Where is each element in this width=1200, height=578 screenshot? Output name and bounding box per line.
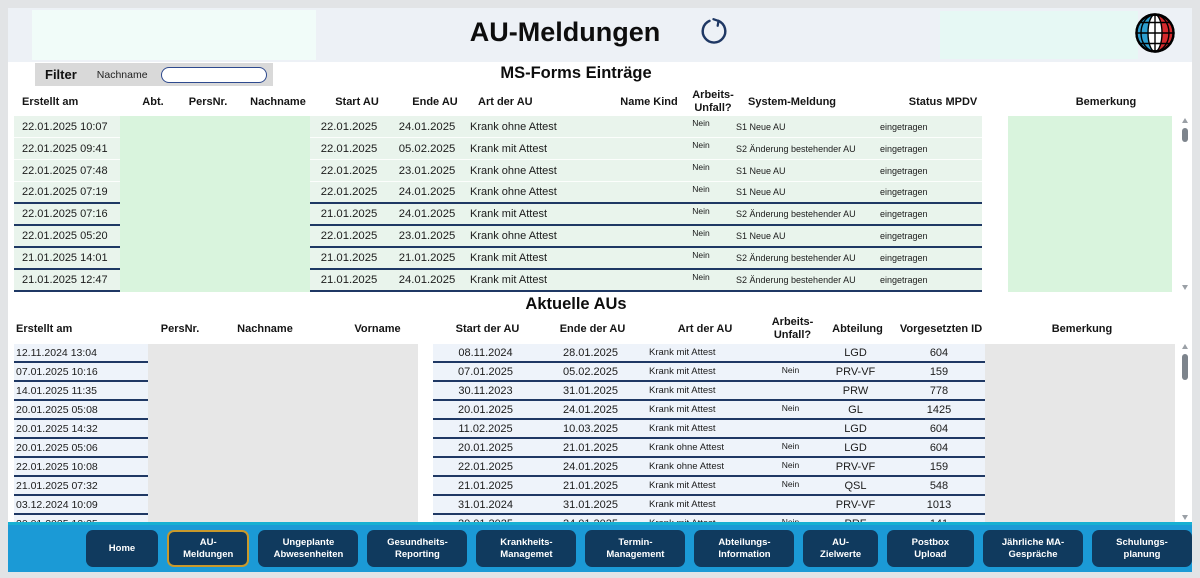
column-header: Bemerkung — [1051, 322, 1113, 335]
empty-cell — [418, 382, 433, 401]
redacted-cell — [985, 382, 1175, 401]
redacted-cell — [148, 344, 418, 363]
redacted-cell — [985, 496, 1175, 515]
cell-meldung: S2 Änderung bestehender AU — [732, 270, 872, 292]
globe-icon[interactable] — [1133, 11, 1177, 60]
cell-ende: 28.01.2025 — [538, 344, 643, 363]
cell-start: 31.01.2024 — [433, 496, 538, 515]
cell-abteilung: LGD — [818, 439, 893, 458]
redacted-cell — [148, 439, 418, 458]
cell-ende: 31.01.2025 — [538, 496, 643, 515]
cell-ende: 05.02.2025 — [538, 363, 643, 382]
cell-start: 11.02.2025 — [433, 420, 538, 439]
cell-erstellt: 20.01.2025 14:32 — [14, 420, 148, 439]
cell-start: 30.11.2023 — [433, 382, 538, 401]
empty-cell — [418, 363, 433, 382]
empty-cell — [604, 226, 670, 248]
cell-vorgesetzten_id: 604 — [893, 344, 985, 363]
cell-ende: 21.01.2025 — [538, 439, 643, 458]
cell-erstellt: 03.12.2024 10:09 — [14, 496, 148, 515]
header-title-row — [0, 16, 1200, 48]
cell-ende: 24.01.2025 — [388, 270, 466, 292]
nav-button-krankheits-managemet[interactable]: Krankheits-Managemet — [476, 530, 576, 567]
cell-ende: 05.02.2025 — [388, 138, 466, 160]
column-header: Start der AU — [455, 322, 520, 335]
redacted-cell — [985, 458, 1175, 477]
cell-start: 21.01.2025 — [433, 477, 538, 496]
cell-status: eingetragen — [872, 116, 982, 138]
cell-status: eingetragen — [872, 270, 982, 292]
cell-ende: 24.01.2025 — [388, 182, 466, 204]
cell-meldung: S1 Neue AU — [732, 116, 872, 138]
cell-art: Krank ohne Attest — [466, 182, 604, 204]
nav-button-abteilungs-information[interactable]: Abteilungs-Information — [694, 530, 794, 567]
forms-table-title: MS-Forms Einträge — [500, 64, 652, 82]
empty-cell — [982, 182, 1008, 204]
redacted-cell — [985, 420, 1175, 439]
forms-table-row — [14, 226, 1172, 248]
cell-unfall: Nein — [670, 270, 732, 292]
cell-art: Krank ohne Attest — [466, 160, 604, 182]
empty-cell — [982, 138, 1008, 160]
empty-cell — [982, 270, 1008, 292]
cell-art: Krank mit Attest — [643, 344, 763, 363]
scroll-down-icon[interactable] — [1182, 285, 1188, 290]
cell-art: Krank mit Attest — [643, 382, 763, 401]
empty-cell — [604, 160, 670, 182]
cell-meldung: S1 Neue AU — [732, 226, 872, 248]
forms-table-row — [14, 270, 1172, 292]
page-title: AU-Meldungen — [469, 16, 661, 47]
aktuelle-table-row — [14, 344, 1175, 363]
cell-meldung: S2 Änderung bestehender AU — [732, 204, 872, 226]
forms-table-row — [14, 248, 1172, 270]
column-header: PersNr. — [160, 322, 200, 335]
empty-cell — [604, 248, 670, 270]
cell-meldung: S1 Neue AU — [732, 160, 872, 182]
column-header: Erstellt am — [16, 322, 73, 335]
cell-start: 22.01.2025 — [310, 116, 388, 138]
cell-vorgesetzten_id: 1013 — [893, 496, 985, 515]
column-header: Art der AU — [478, 95, 533, 108]
cell-start: 22.01.2025 — [310, 138, 388, 160]
cell-erstellt: 20.01.2025 05:08 — [14, 401, 148, 420]
redacted-cell — [120, 204, 310, 226]
redacted-cell — [1008, 116, 1172, 138]
column-header: Vorname — [354, 322, 401, 335]
nav-button-home[interactable]: Home — [86, 530, 158, 567]
cell-abteilung: PRV-VF — [818, 363, 893, 382]
column-header: Erstellt am — [22, 95, 79, 108]
nav-button-schulungs-planung[interactable]: Schulungs-planung — [1092, 530, 1192, 567]
filter-field-label: Nachname — [96, 68, 148, 81]
cell-erstellt: 22.01.2025 09:41 — [14, 138, 120, 160]
cell-start: 22.01.2025 — [310, 160, 388, 182]
cell-vorgesetzten_id: 604 — [893, 439, 985, 458]
navbar — [8, 525, 1192, 572]
cell-erstellt: 22.01.2025 07:19 — [14, 182, 120, 204]
nav-button-termin-management[interactable]: Termin-Management — [585, 530, 685, 567]
cell-erstellt: 21.01.2025 12:47 — [14, 270, 120, 292]
empty-cell — [604, 138, 670, 160]
nav-button-ungeplante-abwesenheiten[interactable]: Ungeplante Abwesenheiten — [258, 530, 358, 567]
cell-ende: 24.01.2025 — [538, 401, 643, 420]
empty-cell — [982, 204, 1008, 226]
scrollbar-thumb[interactable] — [1182, 128, 1188, 142]
column-header: Nachname — [250, 95, 306, 108]
column-header: Vorgesetzten ID — [899, 322, 983, 335]
redacted-cell — [1008, 204, 1172, 226]
redacted-cell — [1008, 270, 1172, 292]
column-header: PersNr. — [188, 95, 228, 108]
redacted-cell — [1008, 160, 1172, 182]
cell-unfall: Nein — [763, 363, 818, 382]
nav-button-gesundheits-reporting[interactable]: Gesundheits-Reporting — [367, 530, 467, 567]
forms-table-row — [14, 138, 1172, 160]
filter-label: Filter — [45, 67, 77, 82]
cell-erstellt: 07.01.2025 10:16 — [14, 363, 148, 382]
cell-start: 21.01.2025 — [310, 270, 388, 292]
cell-meldung: S1 Neue AU — [732, 182, 872, 204]
redacted-cell — [148, 477, 418, 496]
redacted-cell — [148, 363, 418, 382]
aktuelle-table-row — [14, 420, 1175, 439]
empty-cell — [418, 496, 433, 515]
cell-erstellt: 22.01.2025 10:08 — [14, 458, 148, 477]
cell-unfall — [763, 420, 818, 439]
cell-abteilung: QSL — [818, 477, 893, 496]
cell-status: eingetragen — [872, 248, 982, 270]
cell-art: Krank ohne Attest — [466, 116, 604, 138]
cell-erstellt: 22.01.2025 07:16 — [14, 204, 120, 226]
aktuelle-table-row — [14, 496, 1175, 515]
cell-erstellt: 14.01.2025 11:35 — [14, 382, 148, 401]
cell-ende: 10.03.2025 — [538, 420, 643, 439]
column-header: Bemerkung — [1075, 95, 1137, 108]
cell-unfall: Nein — [670, 204, 732, 226]
column-header: Name Kind — [620, 95, 678, 108]
empty-cell — [982, 248, 1008, 270]
cell-abteilung: GL — [818, 401, 893, 420]
cell-meldung: S2 Änderung bestehender AU — [732, 138, 872, 160]
redacted-cell — [148, 458, 418, 477]
redacted-cell — [120, 248, 310, 270]
cell-art: Krank mit Attest — [643, 496, 763, 515]
cell-ende: 21.01.2025 — [388, 248, 466, 270]
redacted-cell — [985, 477, 1175, 496]
aktuelle-table-header — [14, 314, 1177, 344]
nav-button-au-zielwerte[interactable]: AU-Zielwerte — [803, 530, 877, 567]
cell-status: eingetragen — [872, 182, 982, 204]
column-header: Abt. — [142, 95, 164, 108]
forms-table-scrollbar[interactable] — [1180, 118, 1190, 290]
column-header: Arbeits-Unfall? — [771, 316, 814, 341]
cell-unfall: Nein — [670, 116, 732, 138]
scroll-up-icon[interactable] — [1182, 344, 1188, 349]
cell-ende: 23.01.2025 — [388, 160, 466, 182]
cell-ende: 24.01.2025 — [388, 116, 466, 138]
column-header: Arbeits-Unfall? — [692, 89, 734, 114]
cell-ende: 24.01.2025 — [388, 204, 466, 226]
cell-unfall: Nein — [670, 160, 732, 182]
aktuelle-table-row — [14, 401, 1175, 420]
empty-cell — [418, 477, 433, 496]
empty-cell — [982, 160, 1008, 182]
cell-start: 20.01.2025 — [433, 401, 538, 420]
redacted-cell — [148, 401, 418, 420]
cell-start: 22.01.2025 — [310, 226, 388, 248]
empty-cell — [418, 439, 433, 458]
cell-unfall: Nein — [763, 401, 818, 420]
cell-abteilung: LGD — [818, 420, 893, 439]
redacted-cell — [985, 363, 1175, 382]
column-header: Abteilung — [832, 322, 883, 335]
aktuelle-table-row — [14, 363, 1175, 382]
aktuelle-table-row — [14, 458, 1175, 477]
cell-start: 22.01.2025 — [310, 182, 388, 204]
empty-cell — [982, 226, 1008, 248]
forms-table-body — [14, 116, 1172, 292]
redacted-cell — [1008, 138, 1172, 160]
redacted-cell — [120, 270, 310, 292]
redacted-cell — [148, 382, 418, 401]
cell-unfall: Nein — [670, 226, 732, 248]
redacted-cell — [985, 439, 1175, 458]
aktuelle-table-title: Aktuelle AUs — [525, 295, 627, 313]
cell-meldung: S2 Änderung bestehender AU — [732, 248, 872, 270]
cell-ende: 24.01.2025 — [538, 458, 643, 477]
cell-abteilung: PRV-VF — [818, 458, 893, 477]
scroll-down-icon[interactable] — [1182, 515, 1188, 520]
empty-cell — [604, 182, 670, 204]
empty-cell — [604, 116, 670, 138]
cell-art: Krank mit Attest — [466, 270, 604, 292]
cell-vorgesetzten_id: 778 — [893, 382, 985, 401]
redacted-cell — [120, 226, 310, 248]
cell-art: Krank mit Attest — [643, 363, 763, 382]
cell-unfall: Nein — [670, 248, 732, 270]
cell-ende: 21.01.2025 — [538, 477, 643, 496]
cell-art: Krank mit Attest — [466, 204, 604, 226]
cell-art: Krank mit Attest — [466, 138, 604, 160]
column-header: Status MPDV — [908, 95, 978, 108]
cell-start: 08.11.2024 — [433, 344, 538, 363]
aktuelle-table-body — [14, 344, 1175, 522]
cell-start: 07.01.2025 — [433, 363, 538, 382]
cell-status: eingetragen — [872, 138, 982, 160]
cell-vorgesetzten_id: 1425 — [893, 401, 985, 420]
nav-button-postbox-upload[interactable]: Postbox Upload — [887, 530, 974, 567]
column-header: Nachname — [237, 322, 293, 335]
forms-table-row — [14, 116, 1172, 138]
cell-unfall: Nein — [763, 439, 818, 458]
empty-cell — [418, 401, 433, 420]
empty-cell — [604, 270, 670, 292]
cell-erstellt: 22.01.2025 05:20 — [14, 226, 120, 248]
cell-unfall: Nein — [670, 138, 732, 160]
cell-vorgesetzten_id: 604 — [893, 420, 985, 439]
cell-erstellt: 12.11.2024 13:04 — [14, 344, 148, 363]
cell-unfall: Nein — [763, 458, 818, 477]
cell-abteilung: PRV-VF — [818, 496, 893, 515]
redacted-cell — [1008, 182, 1172, 204]
cell-vorgesetzten_id: 159 — [893, 363, 985, 382]
scrollbar-thumb[interactable] — [1182, 354, 1188, 380]
redacted-cell — [120, 116, 310, 138]
cell-unfall: Nein — [763, 477, 818, 496]
forms-table-row — [14, 160, 1172, 182]
cell-status: eingetragen — [872, 204, 982, 226]
empty-cell — [418, 458, 433, 477]
empty-cell — [418, 420, 433, 439]
cell-vorgesetzten_id: 159 — [893, 458, 985, 477]
empty-cell — [982, 116, 1008, 138]
aktuelle-table-row — [14, 477, 1175, 496]
cell-art: Krank mit Attest — [643, 477, 763, 496]
cell-art: Krank mit Attest — [643, 420, 763, 439]
cell-art: Krank ohne Attest — [643, 439, 763, 458]
cell-unfall — [763, 344, 818, 363]
cell-abteilung: PRW — [818, 382, 893, 401]
cell-erstellt: 21.01.2025 14:01 — [14, 248, 120, 270]
column-header: Start AU — [335, 95, 379, 108]
redacted-cell — [148, 420, 418, 439]
scroll-up-icon[interactable] — [1182, 118, 1188, 123]
column-header: Ende AU — [412, 95, 458, 108]
redacted-cell — [148, 496, 418, 515]
cell-art: Krank mit Attest — [643, 401, 763, 420]
cell-start: 21.01.2025 — [310, 204, 388, 226]
cell-erstellt: 22.01.2025 10:07 — [14, 116, 120, 138]
redacted-cell — [120, 160, 310, 182]
cell-status: eingetragen — [872, 226, 982, 248]
nav-button-jährliche-ma-gespräche[interactable]: Jährliche MA-Gespräche — [983, 530, 1083, 567]
redacted-cell — [1008, 248, 1172, 270]
aktuelle-table-scrollbar[interactable] — [1180, 344, 1190, 520]
nav-button-au-meldungen[interactable]: AU-Meldungen — [167, 530, 249, 567]
cell-ende: 31.01.2025 — [538, 382, 643, 401]
redacted-cell — [120, 182, 310, 204]
cell-art: Krank ohne Attest — [466, 226, 604, 248]
cell-unfall — [763, 382, 818, 401]
refresh-icon[interactable] — [698, 16, 730, 48]
redacted-cell — [1008, 226, 1172, 248]
cell-art: Krank mit Attest — [466, 248, 604, 270]
cell-status: eingetragen — [872, 160, 982, 182]
aktuelle-table-row — [14, 439, 1175, 458]
empty-cell — [604, 204, 670, 226]
redacted-cell — [120, 138, 310, 160]
cell-erstellt: 21.01.2025 07:32 — [14, 477, 148, 496]
forms-table-row — [14, 182, 1172, 204]
cell-erstellt: 20.01.2025 05:06 — [14, 439, 148, 458]
forms-table-header — [14, 88, 1188, 116]
cell-erstellt: 22.01.2025 07:48 — [14, 160, 120, 182]
cell-abteilung: LGD — [818, 344, 893, 363]
cell-start: 21.01.2025 — [310, 248, 388, 270]
empty-cell — [418, 344, 433, 363]
aktuelle-table-row — [14, 382, 1175, 401]
column-header: Ende der AU — [559, 322, 626, 335]
redacted-cell — [985, 401, 1175, 420]
cell-start: 20.01.2025 — [433, 439, 538, 458]
cell-art: Krank ohne Attest — [643, 458, 763, 477]
cell-ende: 23.01.2025 — [388, 226, 466, 248]
column-header: System-Meldung — [748, 95, 837, 108]
forms-table-row — [14, 204, 1172, 226]
column-header: Art der AU — [677, 322, 733, 335]
redacted-cell — [985, 344, 1175, 363]
cell-start: 22.01.2025 — [433, 458, 538, 477]
cell-unfall: Nein — [670, 182, 732, 204]
cell-unfall — [763, 496, 818, 515]
cell-vorgesetzten_id: 548 — [893, 477, 985, 496]
